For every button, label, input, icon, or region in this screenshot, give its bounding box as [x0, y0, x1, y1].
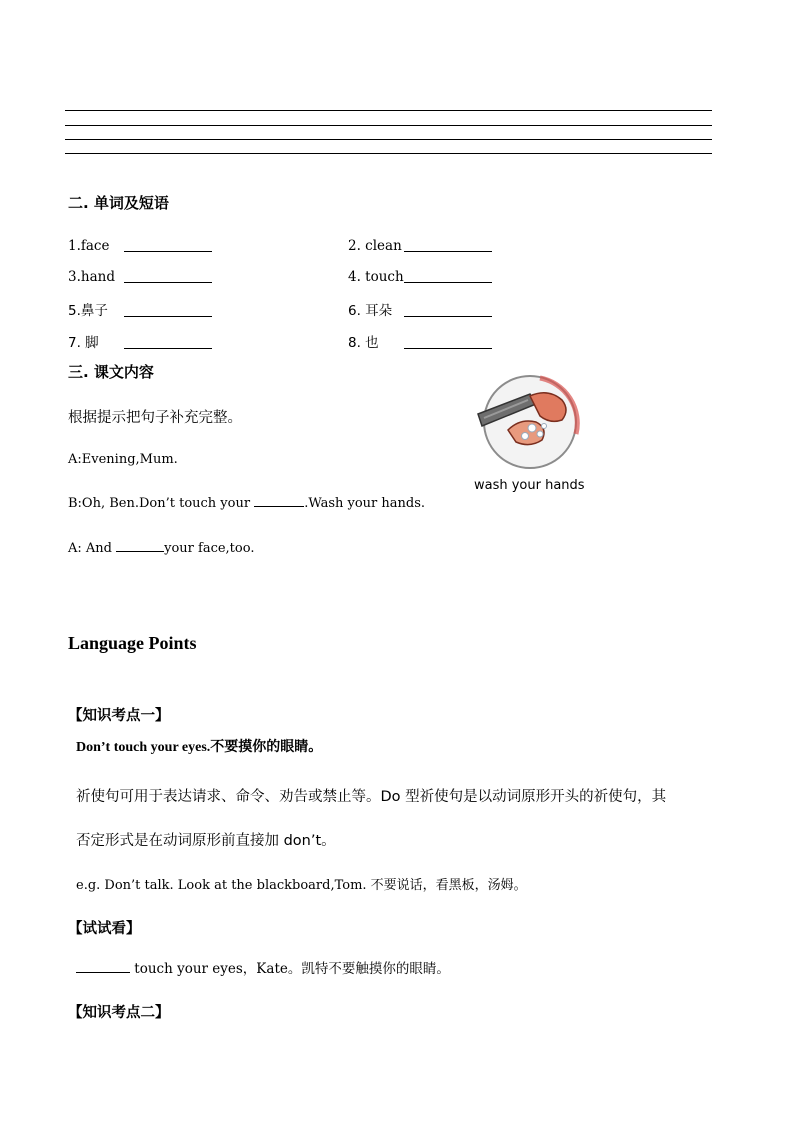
point1-sentence — [76, 736, 322, 756]
vocab-item-5 — [68, 299, 212, 319]
vocab-blank[interactable] — [404, 316, 492, 317]
try-blank[interactable] — [76, 972, 130, 973]
section3-heading: 三. 课文内容 — [68, 363, 154, 381]
try-exercise — [76, 957, 450, 977]
point1-paragraph-line-1: 祈使句可用于表达请求、命令、劝告或禁止等。Do 型祈使句是以动词原形开头的祈使句，其 — [76, 789, 667, 805]
vocab-item-8 — [348, 331, 492, 351]
vocab-blank[interactable] — [404, 348, 492, 349]
vocab-label: 6. 耳朵 — [348, 303, 393, 319]
vocab-label: 2. clean — [348, 238, 402, 254]
vocab-blank[interactable] — [124, 282, 212, 283]
answer-line-1 — [65, 110, 712, 111]
dialogue-blank[interactable] — [254, 506, 304, 507]
vocab-item-1 — [68, 238, 212, 254]
point1-example: e.g. Don’t talk. Look at the blackboard,Tom. 不要说话，看黑板，汤姆。 — [76, 878, 527, 893]
vocab-label: 4. touch — [348, 269, 404, 285]
vocab-blank[interactable] — [124, 316, 212, 317]
dialogue-line-3 — [68, 541, 254, 556]
vocab-blank[interactable] — [124, 348, 212, 349]
vocab-blank[interactable] — [404, 251, 492, 252]
wash-hands-picture — [470, 374, 600, 496]
vocab-blank[interactable] — [124, 251, 212, 252]
picture-caption: wash your hands — [474, 478, 585, 493]
language-points-title: Language Points — [68, 633, 197, 653]
dialogue-line-2 — [68, 496, 425, 511]
point1-paragraph-line-2: 否定形式是在动词原形前直接加 don’t。 — [76, 833, 336, 849]
vocab-label: 3.hand — [68, 269, 115, 285]
dialogue-text: .Wash your hands. — [304, 496, 426, 511]
vocab-label: 7. 脚 — [68, 335, 99, 351]
vocab-item-3 — [68, 269, 212, 285]
vocab-label: 8. 也 — [348, 335, 379, 351]
wash-hands-illustration — [470, 374, 600, 474]
answer-line-2 — [65, 125, 712, 126]
vocab-label: 5.鼻子 — [68, 303, 108, 319]
vocab-item-4 — [348, 269, 492, 285]
section3-instruction: 根据提示把句子补充完整。 — [68, 410, 242, 426]
vocab-item-7 — [68, 331, 212, 351]
point1-sentence-cn: 不要摸你的眼睛。 — [210, 739, 323, 755]
point1-heading: 【知识考点一】 — [68, 708, 170, 724]
try-heading: 【试试看】 — [68, 921, 141, 937]
dialogue-text: B:Oh, Ben.Don’t touch your — [68, 496, 255, 511]
dialogue-line-1: A:Evening,Mum. — [68, 452, 178, 467]
dialogue-text: your face,too. — [164, 541, 255, 556]
dialogue-text: A: And — [68, 541, 117, 556]
vocab-item-2 — [348, 238, 492, 254]
answer-line-3 — [65, 139, 712, 140]
dialogue-blank[interactable] — [116, 551, 164, 552]
point2-heading: 【知识考点二】 — [68, 1005, 170, 1021]
point1-sentence-en: Don’t touch your eyes. — [76, 740, 211, 755]
try-text: touch your eyes，Kate。凯特不要触摸你的眼睛。 — [130, 961, 450, 977]
vocab-blank[interactable] — [404, 282, 492, 283]
vocab-item-6 — [348, 299, 492, 319]
vocab-label: 1.face — [68, 238, 110, 254]
answer-line-4 — [65, 153, 712, 154]
section2-heading: 二. 单词及短语 — [68, 194, 169, 212]
